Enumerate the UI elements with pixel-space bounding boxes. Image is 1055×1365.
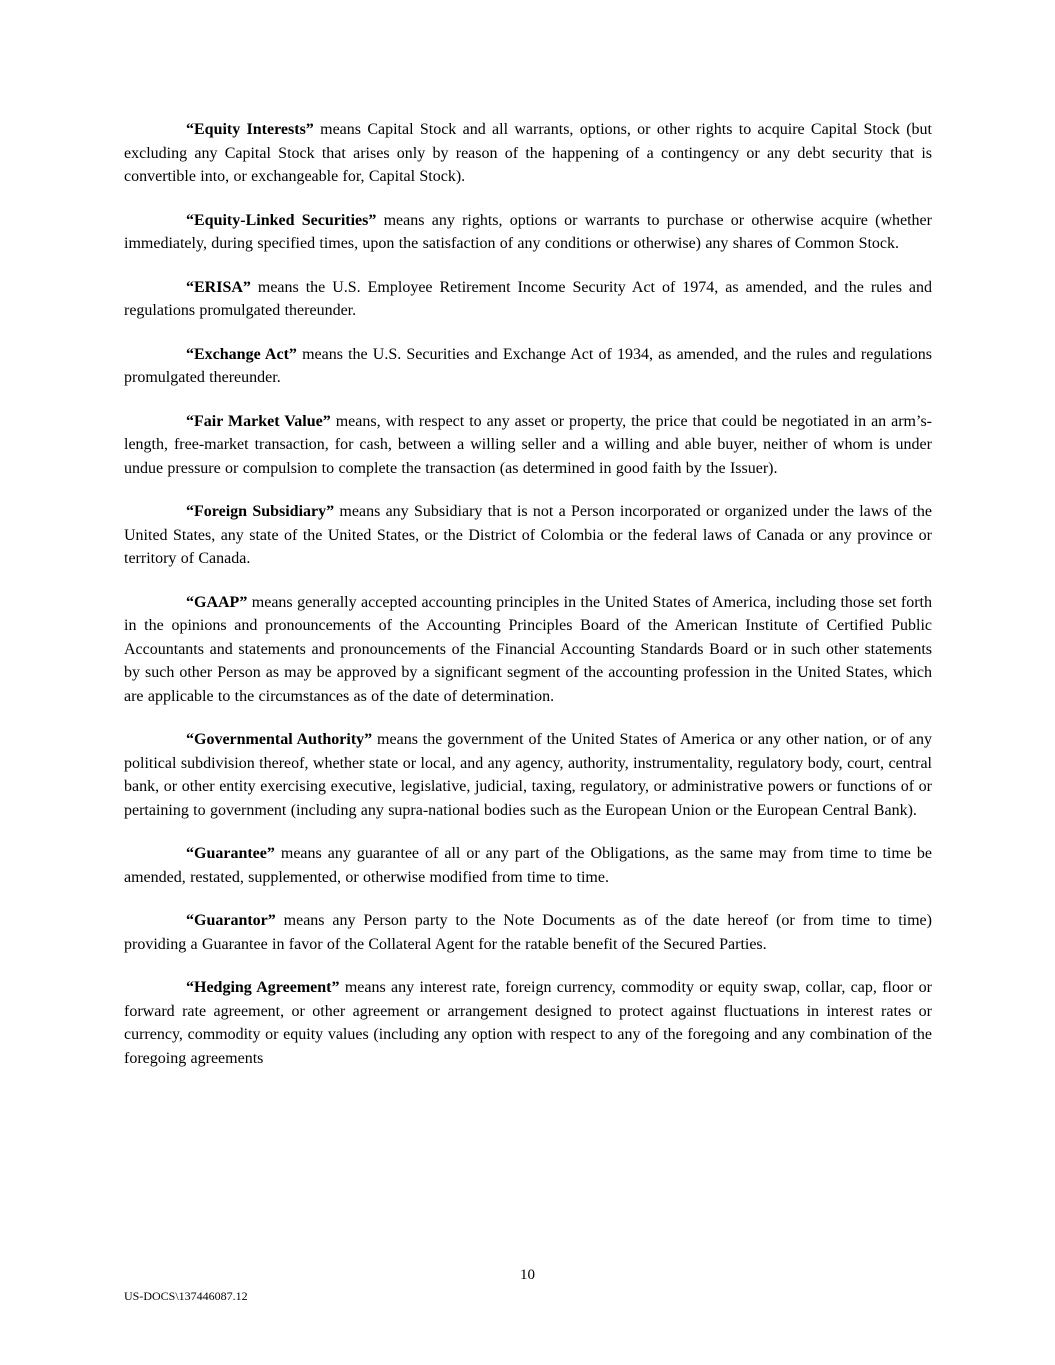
definition-paragraph: “Foreign Subsidiary” means any Subsidiary that is not a Person incorporated or organized under the laws of the United States, any state of the United States, or the District of Colombia or the federal laws of Canada or any province or territory of Canada. [124, 503, 932, 567]
page-number: 10 [520, 1267, 535, 1283]
definition-paragraph: “Equity Interests” means Capital Stock and all warrants, options, or other rights to acquire Capital Stock (but excluding any Capital Stock that arises only by reason of the happening of a contingency or any debt security that is convertible into, or exchangeable for, Capital Stock). [124, 121, 932, 185]
definition-paragraph: “GAAP” means generally accepted accounting principles in the United States of America, including those set forth in the opinions and pronouncements of the Accounting Principles Board of the American Institute of Certified Public Accountants and statements and pronouncements of the Financial Accounting Standards Board or in such other statements by such other Person as may be approved by a significant segment of the accounting profession in the United States, which are applicable to the circumstances as of the date of determination. [124, 593, 932, 705]
definition-paragraph: “Guarantor” means any Person party to the Note Documents as of the date hereof (or from time to time) providing a Guarantee in favor of the Collateral Agent for the ratable benefit of the Secured Parties. [124, 912, 932, 953]
defined-term: “Governmental Authority” [186, 731, 373, 748]
definition-paragraph: “Hedging Agreement” means any interest rate, foreign currency, commodity or equity swap, collar, cap, floor or forward rate agreement, or other agreement or arrangement designed to protect against fluctuations in interest rates or currency, commodity or equity values (including any option with respect to any of the foregoing and any combination of the foregoing agreements [124, 979, 933, 1067]
defined-term: “Hedging Agreement” [186, 979, 340, 996]
defined-term: “Guarantee” [186, 845, 275, 862]
definitions-list [124, 118, 932, 1090]
definition-paragraph: “ERISA” means the U.S. Employee Retirement Income Security Act of 1974, as amended, and the rules and regulations promulgated thereunder. [124, 278, 932, 319]
defined-term: “Equity Interests” [186, 121, 314, 138]
definition-paragraph: “Guarantee” means any guarantee of all or any part of the Obligations, as the same may from time to time be amended, restated, supplemented, or otherwise modified from time to time. [124, 845, 932, 886]
defined-term: “Foreign Subsidiary” [186, 503, 335, 520]
definition-paragraph: “Governmental Authority” means the government of the United States of America or any other nation, or of any political subdivision thereof, whether state or local, and any agency, authority, instrumentality, regulatory body, court, central bank, or other entity exercising executive, legislative, judicial, taxing, regulatory, or administrative powers or functions of or pertaining to government (including any supra-national bodies such as the European Union or the European Central Bank). [124, 731, 933, 819]
definition-paragraph: “Equity-Linked Securities” means any rights, options or warrants to purchase or otherwise acquire (whether immediately, during specified times, upon the satisfaction of any conditions or otherwise) any shares of Common Stock. [124, 211, 932, 252]
defined-term: “Equity-Linked Securities” [186, 211, 377, 229]
defined-term: “ERISA” [186, 278, 251, 296]
defined-term: “Exchange Act” [186, 345, 297, 363]
defined-term: “Guarantor” [186, 912, 276, 929]
footer-document-id: US-DOCS\137446087.12 [124, 1289, 248, 1303]
definition-paragraph: “Fair Market Value” means, with respect to any asset or property, the price that could be negotiated in an arm’s-length, free-market transaction, for cash, between a willing seller and a willing and able buyer, neither of whom is under undue pressure or compulsion to complete the transaction (as determined in good faith by the Issuer). [124, 412, 933, 477]
defined-term: “GAAP” [186, 593, 248, 611]
defined-term: “Fair Market Value” [186, 412, 331, 430]
definition-paragraph: “Exchange Act” means the U.S. Securities and Exchange Act of 1934, as amended, and the rules and regulations promulgated thereunder. [124, 345, 932, 386]
